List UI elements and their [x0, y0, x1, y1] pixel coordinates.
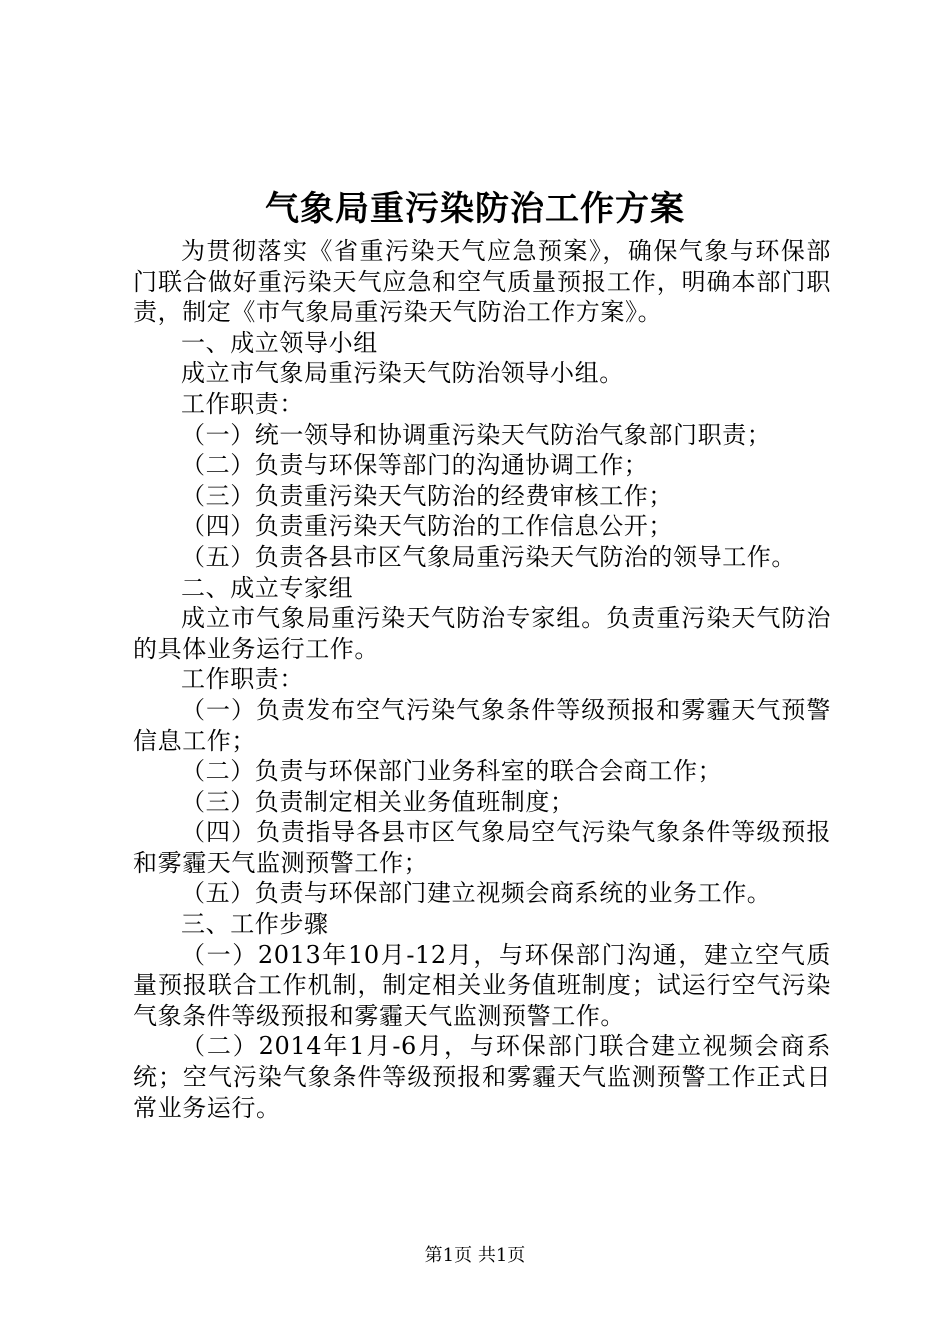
- list-item: （四）负责重污染天气防治的工作信息公开；: [181, 512, 673, 541]
- list-item: （五）负责各县市区气象局重污染天气防治的领导工作。: [181, 542, 796, 571]
- document-body: [133, 236, 831, 1123]
- list-item: （一）负责发布空气污染气象条件等级预报和雾霾天气预警信息工作；: [133, 695, 831, 755]
- list-item: （三）负责重污染天气防治的经费审核工作；: [181, 481, 673, 510]
- list-item: （三）负责制定相关业务值班制度；: [181, 787, 575, 816]
- list-item: （二）2014年1月-6月，与环保部门联合建立视频会商系统；空气污染气象条件等级预报和雾霾天气监测预警工作正式日常业务运行。: [133, 1032, 831, 1122]
- paragraph-intro: 为贯彻落实《省重污染天气应急预案》，确保气象与环保部门联合做好重污染天气应急和空气质量预报工作，明确本部门职责，制定《市气象局重污染天气防治工作方案》。: [133, 237, 831, 327]
- list-item: （四）负责指导各县市区气象局空气污染气象条件等级预报和雾霾天气监测预警工作；: [133, 818, 831, 877]
- list-item: （一）2013年10月-12月，与环保部门沟通，建立空气质量预报联合工作机制，制定相关业务值班制度；试运行空气污染气象条件等级预报和雾霾天气监测预警工作。: [133, 940, 831, 1030]
- paragraph: 成立市气象局重污染天气防治领导小组。: [181, 359, 624, 388]
- list-item: （二）负责与环保部门业务科室的联合会商工作；: [181, 757, 723, 786]
- list-item: （一）统一领导和协调重污染天气防治气象部门职责；: [181, 420, 772, 449]
- list-item: （五）负责与环保部门建立视频会商系统的业务工作。: [181, 879, 772, 908]
- paragraph: 工作职责：: [181, 389, 304, 418]
- section-heading-2: 二、成立专家组: [181, 573, 354, 602]
- paragraph: 成立市气象局重污染天气防治专家组。负责重污染天气防治的具体业务运行工作。: [133, 604, 831, 663]
- list-item: （二）负责与环保等部门的沟通协调工作；: [181, 451, 649, 480]
- paragraph: 工作职责：: [181, 665, 304, 694]
- section-heading-3: 三、工作步骤: [181, 910, 329, 939]
- section-heading-1: 一、成立领导小组: [181, 328, 378, 357]
- page-footer: 第1页 共1页: [424, 1245, 526, 1266]
- document-title: 气象局重污染防治工作方案: [265, 189, 685, 229]
